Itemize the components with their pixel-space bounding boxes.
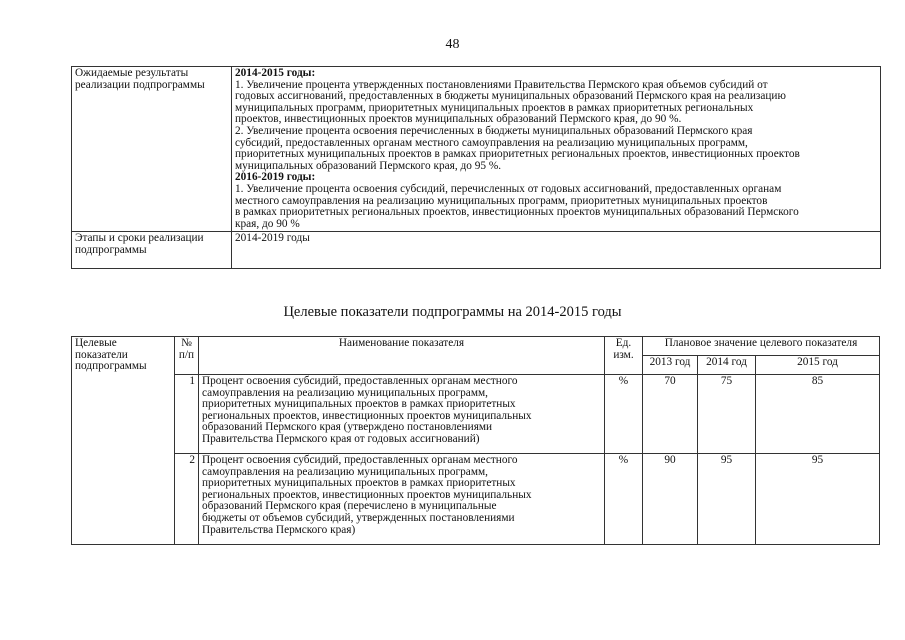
result-line: края, до 90 % bbox=[235, 217, 300, 230]
header-line: п/п bbox=[178, 348, 195, 361]
expected-results-label bbox=[72, 67, 232, 232]
result-line: в рамках приоритетных региональных проектов, инвестиционных проектов муниципальных образований Пермского bbox=[235, 206, 799, 219]
stages-row bbox=[72, 232, 881, 269]
name-line: Правительства Пермского края) bbox=[202, 523, 356, 536]
result-line: муниципальных образований Пермского края, до 95 %. bbox=[235, 159, 502, 172]
stages-content: 2014-2019 годы bbox=[232, 232, 881, 269]
header-line: изм. bbox=[613, 348, 634, 361]
header-row bbox=[72, 337, 880, 356]
indicator-name bbox=[199, 375, 605, 454]
value-2014: 95 bbox=[698, 454, 756, 545]
name-line: региональных проектов, инвестиционных проектов муниципальных bbox=[202, 409, 532, 422]
year-2014: 2014 год bbox=[698, 356, 756, 375]
header-unit bbox=[605, 337, 643, 375]
year-2015: 2015 год bbox=[756, 356, 880, 375]
subprogram-info-table bbox=[71, 66, 881, 269]
value-2013: 90 bbox=[643, 454, 698, 545]
indicator-row bbox=[72, 454, 880, 545]
header-name: Наименование показателя bbox=[199, 337, 605, 375]
result-line: 1. Увеличение процента освоения субсидий, перечисленных от годовых ассигнований, предоставленных органам bbox=[235, 182, 782, 195]
name-line: Процент освоения субсидий, предоставленных органам местного bbox=[202, 375, 518, 387]
name-line: образований Пермского края (перечислено в муниципальные bbox=[202, 500, 497, 513]
header-number bbox=[175, 337, 199, 375]
name-line: региональных проектов, инвестиционных проектов муниципальных bbox=[202, 488, 532, 501]
label-line: реализации подпрограммы bbox=[75, 78, 205, 91]
header-line: показатели bbox=[75, 348, 128, 361]
expected-results-row bbox=[72, 67, 881, 232]
name-line: приоритетных муниципальных проектов в рамках приоритетных bbox=[202, 398, 516, 411]
section-title: Целевые показатели подпрограммы на 2014-2015 годы bbox=[283, 304, 622, 320]
expected-results-content bbox=[232, 67, 881, 232]
name-line: самоуправления на реализацию муниципальных программ, bbox=[202, 386, 488, 399]
name-line: Правительства Пермского края от годовых ассигнований) bbox=[202, 432, 480, 445]
value-2015: 85 bbox=[756, 375, 880, 454]
result-line: годовых ассигнований, предоставленных в бюджеты муниципальных образований Пермского края на реализацию bbox=[235, 90, 786, 103]
result-line: 2. Увеличение процента освоения перечисленных в бюджеты муниципальных образований Пермского края bbox=[235, 124, 753, 137]
header-line: Ед. bbox=[615, 337, 632, 349]
result-line: местного самоуправления на реализацию муниципальных программ, приоритетных муниципальных проектов bbox=[235, 194, 768, 207]
name-line: самоуправления на реализацию муниципальных программ, bbox=[202, 465, 488, 478]
label-line: Ожидаемые результаты bbox=[75, 67, 189, 79]
name-line: образований Пермского края (утверждено постановлениями bbox=[202, 421, 493, 434]
header-line: Целевые bbox=[75, 337, 117, 349]
row-number: 1 bbox=[175, 375, 199, 454]
name-line: бюджеты от объемов субсидий, утвержденных постановлениями bbox=[202, 511, 515, 524]
year-2013: 2013 год bbox=[643, 356, 698, 375]
target-indicators-table bbox=[71, 336, 880, 545]
header-plan: Плановое значение целевого показателя bbox=[643, 337, 880, 356]
stages-label bbox=[72, 232, 232, 269]
page-number: 48 bbox=[445, 37, 460, 52]
indicators-column-cell bbox=[72, 337, 175, 545]
header-line: подпрограммы bbox=[75, 360, 147, 373]
label-line: подпрограммы bbox=[75, 243, 147, 256]
name-line: Процент освоения субсидий, предоставленных органам местного bbox=[202, 454, 518, 466]
unit-cell: % bbox=[605, 454, 643, 545]
value-2013: 70 bbox=[643, 375, 698, 454]
value-2015: 95 bbox=[756, 454, 880, 545]
indicator-row bbox=[72, 375, 880, 454]
period-heading: 2014-2015 годы: bbox=[235, 67, 316, 79]
result-line: проектов, инвестиционных проектов муниципальных образований Пермского края, до 90 %. bbox=[235, 113, 682, 126]
row-number: 2 bbox=[175, 454, 199, 545]
period-heading: 2016-2019 годы: bbox=[235, 171, 316, 184]
value-2014: 75 bbox=[698, 375, 756, 454]
unit-cell: % bbox=[605, 375, 643, 454]
header-line: № bbox=[181, 337, 192, 349]
indicator-name bbox=[199, 454, 605, 545]
name-line: приоритетных муниципальных проектов в рамках приоритетных bbox=[202, 477, 516, 490]
result-line: приоритетных муниципальных проектов в рамках приоритетных региональных проектов, инвестиционных проектов bbox=[235, 148, 800, 161]
result-line: муниципальных программ, приоритетных муниципальных проектов в рамках приоритетных региональных bbox=[235, 101, 754, 114]
result-line: субсидий, предоставленных органам местного самоуправления на реализацию муниципальных программ, bbox=[235, 136, 748, 149]
label-line: Этапы и сроки реализации bbox=[75, 232, 204, 245]
result-line: 1. Увеличение процента утвержденных постановлениями Правительства Пермского края объемов субсидий от bbox=[235, 78, 768, 91]
